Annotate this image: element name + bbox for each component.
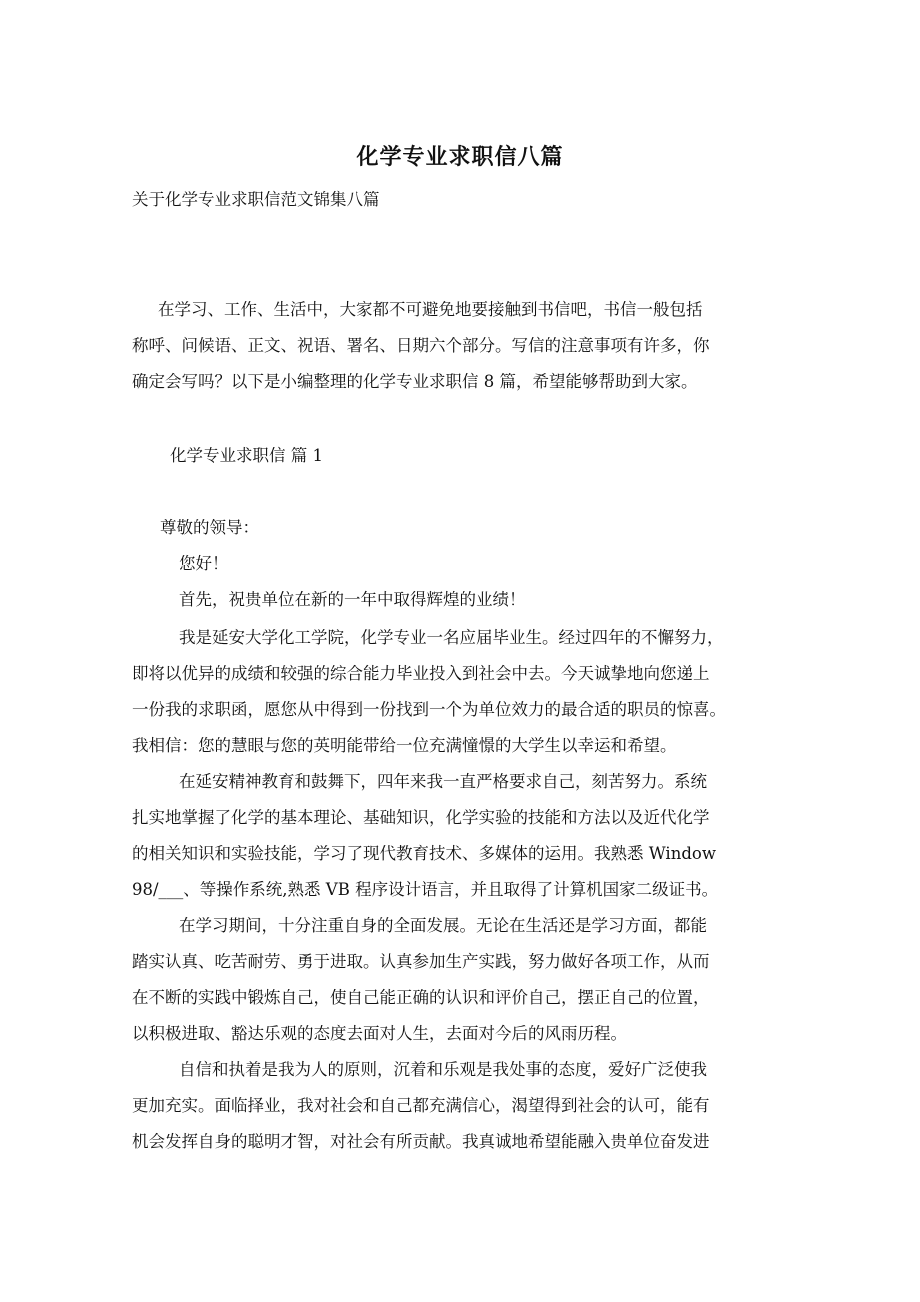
paragraph-line: 即将以优异的成绩和较强的综合能力毕业投入到社会中去。今天诚挚地向您递上 bbox=[132, 664, 710, 683]
paragraph-line: 的相关知识和实验技能，学习了现代教育技术、多媒体的运用。我熟悉 Window bbox=[132, 844, 716, 863]
paragraph-line: 以积极进取、豁达乐观的态度去面对人生，去面对今后的风雨历程。 bbox=[132, 1024, 627, 1043]
paragraph-line: 更加充实。面临择业，我对社会和自己都充满信心，渴望得到社会的认可，能有 bbox=[132, 1096, 710, 1115]
greeting: 您好！ bbox=[179, 554, 229, 573]
paragraph-line: 我相信：您的慧眼与您的英明能带给一位充满憧憬的大学生以幸运和希望。 bbox=[132, 736, 677, 755]
document-title: 化学专业求职信八篇 bbox=[356, 144, 564, 170]
paragraph-line: 机会发挥自身的聪明才智，对社会有所贡献。我真诚地希望能融入贵单位奋发进 bbox=[132, 1132, 710, 1151]
wish-line: 首先，祝贵单位在新的一年中取得辉煌的业绩！ bbox=[179, 590, 526, 609]
intro-line: 在学习、工作、生活中，大家都不可避免地要接触到书信吧，书信一般包括 bbox=[158, 300, 703, 319]
paragraph-line: 踏实认真、吃苦耐劳、勇于进取。认真参加生产实践，努力做好各项工作，从而 bbox=[132, 952, 710, 971]
paragraph-line: 在延安精神教育和鼓舞下，四年来我一直严格要求自己，刻苦努力。系统 bbox=[179, 772, 707, 791]
intro-line: 确定会写吗？以下是小编整理的化学专业求职信 8 篇，希望能够帮助到大家。 bbox=[132, 372, 698, 391]
paragraph-line: 在学习期间，十分注重自身的全面发展。无论在生活还是学习方面，都能 bbox=[179, 916, 707, 935]
paragraph-line: 在不断的实践中锻炼自己，使自己能正确的认识和评价自己，摆正自己的位置， bbox=[132, 988, 710, 1007]
paragraph-line: 自信和执着是我为人的原则，沉着和乐观是我处事的态度，爱好广泛使我 bbox=[179, 1060, 707, 1079]
document-subtitle: 关于化学专业求职信范文锦集八篇 bbox=[132, 190, 380, 209]
section-heading: 化学专业求职信 篇 1 bbox=[170, 446, 323, 465]
salutation: 尊敬的领导： bbox=[160, 518, 259, 537]
paragraph-line: 我是延安大学化工学院，化学专业一名应届毕业生。经过四年的不懈努力， bbox=[179, 628, 724, 647]
paragraph-line: 98/___、等操作系统,熟悉 VB 程序设计语言，并且取得了计算机国家二级证书。 bbox=[132, 880, 719, 899]
paragraph-line: 扎实地掌握了化学的基本理论、基础知识，化学实验的技能和方法以及近代化学 bbox=[132, 808, 710, 827]
intro-line: 称呼、问候语、正文、祝语、署名、日期六个部分。写信的注意事项有许多，你 bbox=[132, 336, 710, 355]
paragraph-line: 一份我的求职函，愿您从中得到一份找到一个为单位效力的最合适的职员的惊喜。 bbox=[132, 700, 726, 719]
